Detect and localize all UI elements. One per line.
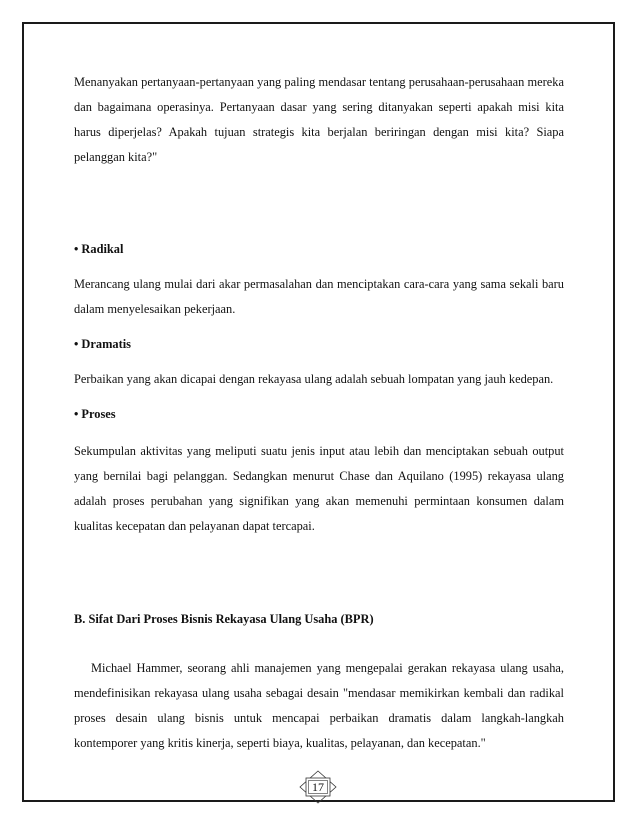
section-b-heading: B. Sifat Dari Proses Bisnis Rekayasa Ulang Usaha (BPR): [74, 612, 374, 626]
radikal-paragraph: Merancang ulang mulai dari akar permasalahan dan menciptakan cara-cara yang sama sekali baru dalam menyelesaikan pekerjaan.: [74, 277, 564, 316]
proses-heading: • Proses: [74, 407, 116, 421]
page-number-badge: [298, 770, 338, 804]
hammer-paragraph: Michael Hammer, seorang ahli manajemen yang mengepalai gerakan rekayasa ulang usaha, mendefinisikan rekayasa ulang usaha sebagai desain "mendasar memikirkan kembali dan radikal proses desain ulang bisnis untuk mencapai perbaikan dramatis dalam langkah-langkah kontemporer yang kritis kinerja, seperti biaya, kualitas, pelayanan, dan kecepatan.": [74, 661, 564, 750]
page-number: 17: [312, 780, 324, 794]
proses-paragraph: Sekumpulan aktivitas yang meliputi suatu jenis input atau lebih dan menciptakan sebuah output yang bernilai bagi pelanggan. Sedangkan menurut Chase dan Aquilano (1995) rekayasa ulang adalah proses perubahan yang signifikan yang akan memenuhi permintaan konsumen dalam kualitas kecepatan dan pelayanan dapat tercapai.: [74, 444, 564, 533]
dramatis-heading: • Dramatis: [74, 337, 131, 351]
intro-paragraph: Menanyakan pertanyaan-pertanyaan yang paling mendasar tentang perusahaan-perusahaan mereka dan bagaimana operasinya. Pertanyaan dasar yang sering ditanyakan seperti apakah misi kita harus diperjelas? Apakah tujuan strategis kita berjalan beriringan dengan misi kita? Siapa pelanggan kita?": [74, 75, 564, 164]
radikal-heading: • Radikal: [74, 242, 124, 256]
document-body: [74, 70, 564, 756]
dramatis-paragraph: Perbaikan yang akan dicapai dengan rekayasa ulang adalah sebuah lompatan yang jauh kedepan.: [74, 372, 554, 386]
